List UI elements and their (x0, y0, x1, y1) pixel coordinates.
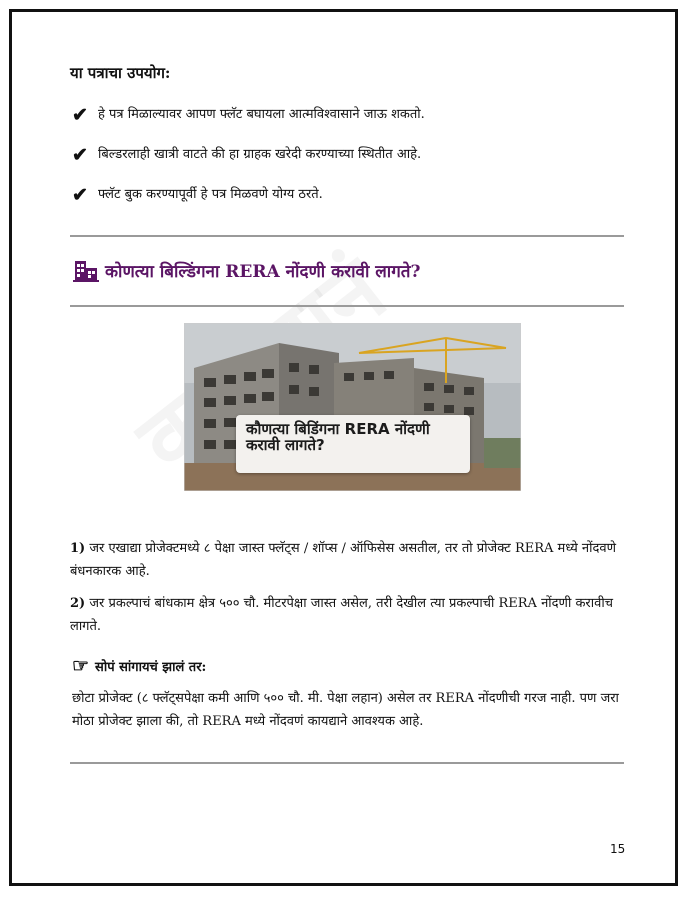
check-mark-icon: ✔ (72, 144, 88, 166)
list-item-text: फ्लॅट बुक करण्यापूर्वी हे पत्र मिळवणे योग्य ठरते. (98, 187, 323, 202)
rera-point-1 (70, 537, 630, 583)
pointing-hand-icon: ☞ (72, 655, 90, 677)
list-item (72, 106, 425, 124)
divider (70, 235, 624, 237)
divider (70, 762, 624, 764)
check-mark-icon: ✔ (72, 104, 88, 126)
building-icon (73, 258, 99, 282)
divider (70, 305, 624, 307)
image-caption-text: कौणत्या बिडिंगना RERA नोंदणी करावी लागते? (246, 420, 430, 454)
list-item-text: बिल्डरलाही खात्री वाटते की हा ग्राहक खरेदी करण्याच्या स्थितीत आहे. (98, 147, 422, 162)
rera-point-2 (70, 592, 630, 638)
point-text: जर एखाद्या प्रोजेक्टमध्ये ८ पेक्षा जास्त फ्लॅट्स / शॉप्स / ऑफिसेस असतील, तर तो प्रोजेक्ट RERA मध्ये नोंदवणे बंधनकारक आहे. (70, 541, 617, 579)
summary-heading-text: सोपं सांगायचं झालं तर: (95, 660, 207, 675)
page-number: 15 (610, 842, 626, 856)
section-title-rera (73, 258, 420, 282)
point-number: 1) (70, 541, 86, 556)
section-title-text: कोणत्या बिल्डिंगना RERA नोंदणी करावी लागते? (105, 261, 421, 282)
point-number: 2) (70, 596, 86, 611)
section-heading-use: या पत्राचा उपयोग: (70, 64, 171, 82)
summary-heading (72, 655, 206, 677)
summary-paragraph: छोटा प्रोजेक्ट (८ फ्लॅट्सपेक्षा कमी आणि ५०० चौ. मी. पेक्षा लहान) असेल तर RERA नोंदणीची गरज नाही. पण जरा मोठा प्रोजेक्ट झाला की, तो RERA मध्ये नोंदवणं कायद्याने आवश्यक आहे. (72, 691, 619, 729)
list-item (72, 146, 421, 164)
list-item (72, 186, 323, 204)
point-text: जर प्रकल्पाचं बांधकाम क्षेत्र ५०० चौ. मीटरपेक्षा जास्त असेल, तरी देखील त्या प्रकल्पाची RERA नोंदणी करावीच लागते. (70, 596, 613, 634)
list-item-text: हे पत्र मिळाल्यावर आपण फ्लॅट बघायला आत्मविश्वासाने जाऊ शकतो. (98, 107, 425, 122)
image-caption-box (236, 415, 470, 473)
check-mark-icon: ✔ (72, 184, 88, 206)
